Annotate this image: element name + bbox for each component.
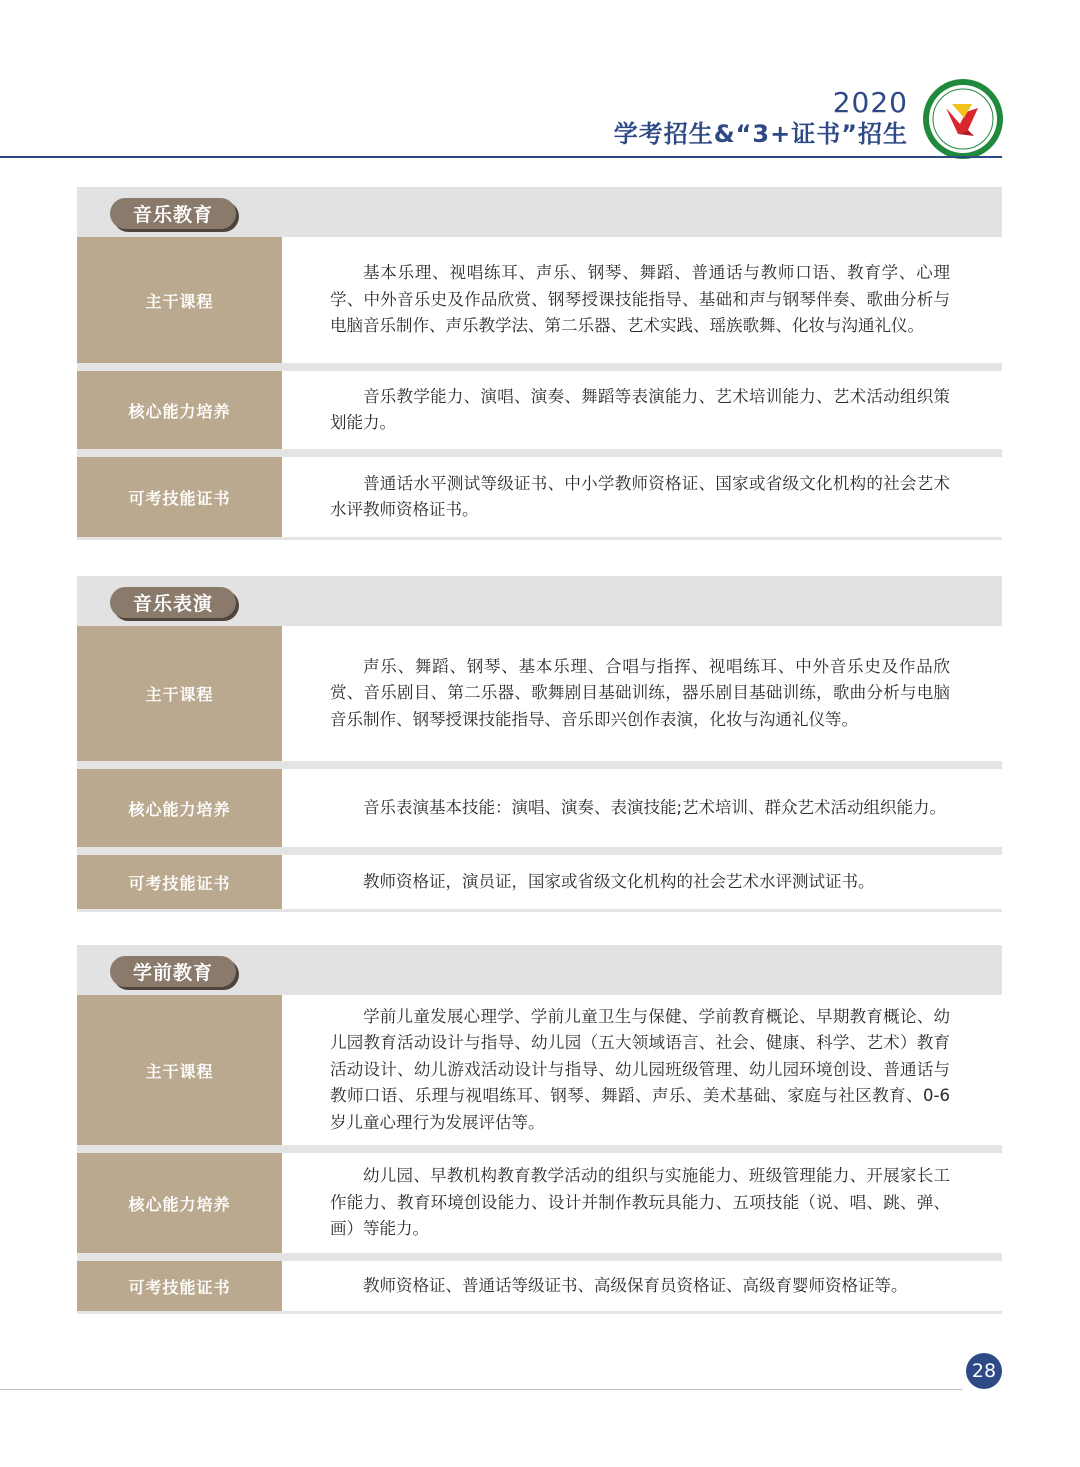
row-divider bbox=[77, 449, 1002, 457]
row-content: 幼儿园、早教机构教育教学活动的组织与实施能力、班级管理能力、开展家长工作能力、教育环境创设能力、设计并制作教玩具能力、五项技能（说、唱、跳、弹、画）等能力。 bbox=[330, 1166, 950, 1239]
header-year: 2020 bbox=[832, 86, 908, 119]
row-content: 普通话水平测试等级证书、中小学教师资格证、国家或省级文化机构的社会艺术水评教师资格证书。 bbox=[330, 473, 950, 519]
header-title: 学考招生&“3+证书”招生 bbox=[613, 120, 908, 148]
row-divider bbox=[77, 1145, 1002, 1153]
section-header bbox=[77, 187, 1002, 237]
school-logo-icon bbox=[922, 78, 1004, 160]
table-row bbox=[77, 371, 1002, 449]
header-rule bbox=[0, 156, 1002, 158]
footer-rule bbox=[0, 1389, 962, 1390]
row-divider bbox=[77, 363, 1002, 371]
row-divider bbox=[77, 1253, 1002, 1261]
row-label: 可考技能证书 bbox=[77, 457, 282, 537]
section-title: 音乐教育 bbox=[110, 198, 236, 229]
row-label: 主干课程 bbox=[77, 626, 282, 761]
table-row bbox=[77, 1153, 1002, 1253]
section-header bbox=[77, 945, 1002, 995]
section-music-performance bbox=[77, 576, 1002, 912]
row-content: 声乐、舞蹈、钢琴、基本乐理、合唱与指挥、视唱练耳、中外音乐史及作品欣赏、音乐剧目、第二乐器、歌舞剧目基础训练，器乐剧目基础训练，歌曲分析与电脑音乐制作、钢琴授课技能指导、音乐即兴创作表演，化妆与沟通礼仪等。 bbox=[330, 656, 950, 729]
table-row bbox=[77, 626, 1002, 761]
table-row bbox=[77, 855, 1002, 909]
table-row bbox=[77, 457, 1002, 537]
row-label: 核心能力培养 bbox=[77, 1153, 282, 1253]
row-label: 核心能力培养 bbox=[77, 371, 282, 449]
section-header bbox=[77, 576, 1002, 626]
page-number: 28 bbox=[966, 1353, 1002, 1389]
section-title: 音乐表演 bbox=[110, 587, 236, 618]
row-label: 可考技能证书 bbox=[77, 855, 282, 909]
row-divider bbox=[77, 761, 1002, 769]
row-divider bbox=[77, 847, 1002, 855]
row-label: 主干课程 bbox=[77, 237, 282, 363]
row-label: 可考技能证书 bbox=[77, 1261, 282, 1311]
table-row bbox=[77, 237, 1002, 363]
row-label: 主干课程 bbox=[77, 995, 282, 1145]
table-row bbox=[77, 769, 1002, 847]
row-content: 教师资格证，演员证，国家或省级文化机构的社会艺术水评测试证书。 bbox=[363, 871, 875, 891]
row-content: 基本乐理、视唱练耳、声乐、钢琴、舞蹈、普通话与教师口语、教育学、心理学、中外音乐史及作品欣赏、钢琴授课技能指导、基础和声与钢琴伴奏、歌曲分析与电脑音乐制作、声乐教学法、第二乐器、艺术实践、瑶族歌舞、化妆与沟通礼仪。 bbox=[330, 263, 950, 336]
section-title: 学前教育 bbox=[110, 956, 236, 987]
row-divider bbox=[77, 909, 1002, 912]
row-content: 音乐教学能力、演唱、演奏、舞蹈等表演能力、艺术培训能力、艺术活动组织策划能力。 bbox=[330, 386, 950, 432]
row-divider bbox=[77, 537, 1002, 540]
section-music-education bbox=[77, 187, 1002, 540]
row-divider bbox=[77, 1311, 1002, 1314]
table-row bbox=[77, 1261, 1002, 1311]
row-content: 教师资格证、普通话等级证书、高级保育员资格证、高级育婴师资格证等。 bbox=[363, 1275, 908, 1295]
table-row bbox=[77, 995, 1002, 1145]
row-content: 音乐表演基本技能：演唱、演奏、表演技能;艺术培训、群众艺术活动组织能力。 bbox=[363, 797, 947, 817]
row-content: 学前儿童发展心理学、学前儿童卫生与保健、学前教育概论、早期教育概论、幼儿园教育活动设计与指导、幼儿园（五大领域语言、社会、健康、科学、艺术）教育活动设计、幼儿游戏活动设计与指导、幼儿园班级管理、幼儿园环境创设、普通话与教师口语、乐理与视唱练耳、钢琴、舞蹈、声乐、美术基础、家庭与社区教育、0-6岁儿童心理行为发展评估等。 bbox=[330, 1006, 950, 1132]
row-label: 核心能力培养 bbox=[77, 769, 282, 847]
section-preschool-education bbox=[77, 945, 1002, 1314]
